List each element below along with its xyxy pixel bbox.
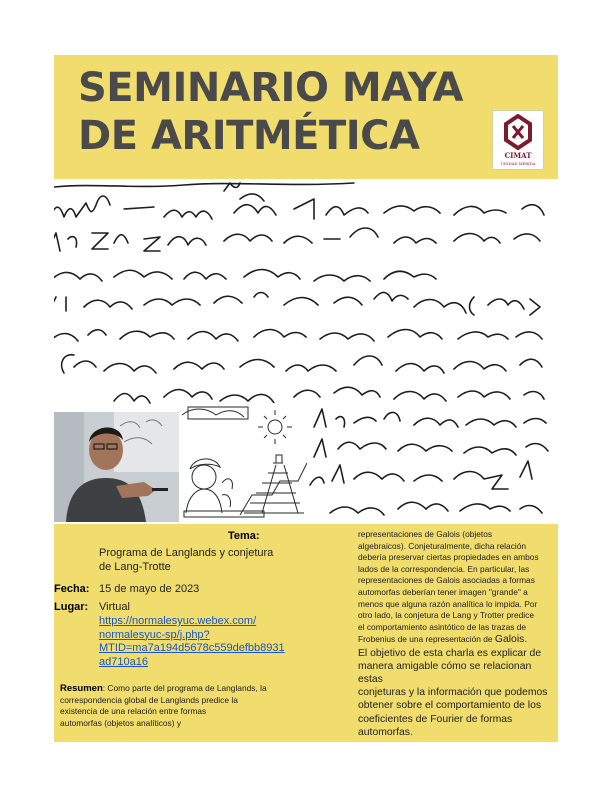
resumen-text-column-1 (60, 683, 310, 729)
webex-link[interactable] (99, 615, 329, 669)
header-banner (54, 55, 558, 179)
webex-link-line-4[interactable]: ad710a16 (99, 655, 148, 668)
lugar-label: Lugar: (54, 601, 89, 613)
title-line-1: SEMINARIO MAYA (78, 65, 463, 111)
resumen-big-line-3: conjeturas y la información que podemos (358, 687, 548, 699)
pyramid-sketch-illustration (180, 403, 307, 522)
resumen-label: Resumen (60, 683, 103, 694)
resumen-col2-line-8: otro lado, la conjetura de Lang y Trotter predice (358, 610, 534, 621)
resumen-big-line-6: automorfas. (358, 726, 413, 738)
tema-label: Tema: (228, 530, 260, 542)
resumen-line-1: : Como parte del programa de Langlands, la (102, 683, 267, 693)
resumen-text-column-2 (358, 529, 554, 739)
resumen-col2-line-3: debería preservar ciertas propiedades en ambos (358, 552, 539, 563)
resumen-big-line-2: manera amigable cómo se relacionan estas (358, 660, 532, 685)
speaker-photo-illustration (54, 412, 179, 522)
fecha-label: Fecha: (54, 583, 90, 595)
lugar-value: Virtual (99, 601, 130, 613)
logo-text: CIMAT (504, 151, 532, 160)
resumen-col2-line-10: Frobenius de una representación de (358, 634, 493, 645)
logo-subtext: UNIDAD MÉRIDA (500, 161, 536, 166)
resumen-col2-line-9: el comportamiento asintótico de las trazas de (358, 621, 527, 632)
resumen-big-line-1: El objetivo de esta charla es explicar de (358, 647, 542, 659)
resumen-col2-line-5: representaciones de Galois asociadas a formas (358, 575, 535, 586)
galois-word: Galois. (494, 634, 528, 646)
fecha-value: 15 de mayo de 2023 (99, 583, 200, 595)
resumen-col2-line-2: algebraicos). Conjeturalmente, dicha relación (358, 540, 527, 551)
resumen-col2-line-1: representaciones de Galois (objetos (358, 529, 493, 539)
cimat-logo (492, 110, 544, 170)
webex-link-line-2[interactable]: normalesyuc-sp/j.php? (99, 628, 210, 641)
resumen-big-line-4: obtener sobre el comportamiento de los (358, 700, 542, 712)
mayan-pyramid-drawing (180, 403, 307, 522)
resumen-col2-line-6: automorfas deberían tener imagen "grande" a (358, 586, 528, 597)
resumen-line-2: correspondencia global de Langlands predice la (60, 694, 238, 705)
tema-value: Programa de Langlands y conjetura de Lang-Trotte (99, 547, 274, 573)
page-title (78, 64, 463, 160)
resumen-line-4: automorfas (objetos analíticos) y (60, 717, 182, 728)
cimat-logo-icon (502, 114, 534, 150)
speaker-photo (54, 412, 179, 522)
resumen-col2-line-4: lados de la correspondencia. En particular, las (358, 563, 530, 574)
title-line-2: DE ARITMÉTICA (78, 113, 420, 159)
resumen-big-line-5: coeficientes de Fourier de formas (358, 713, 513, 725)
resumen-col2-line-7: menos que alguna razón analítica lo impida. Por (358, 598, 538, 609)
webex-link-line-1[interactable]: https://normalesyuc.webex.com/ (99, 615, 257, 627)
webex-link-line-3[interactable]: MTID=ma7a194d5678c559defbb8931 (99, 642, 285, 654)
event-info-box (54, 524, 558, 742)
resumen-line-3: existencia de una relación entre formas (60, 706, 207, 717)
